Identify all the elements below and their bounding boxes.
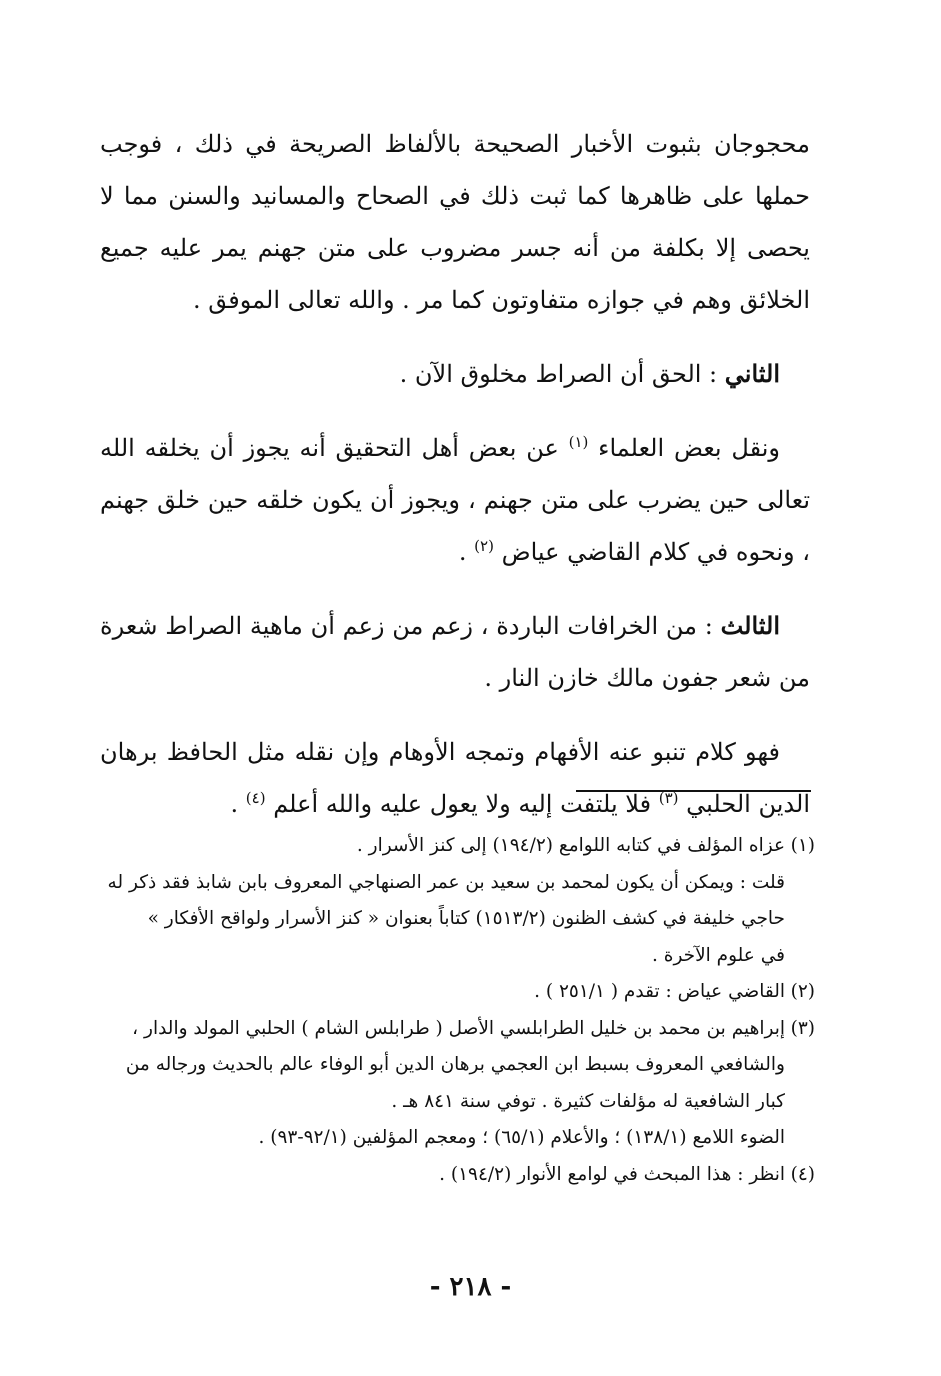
page-number: - ٢١٨ - [429, 1272, 512, 1302]
footnotes [100, 828, 815, 1193]
paragraph-5-text-b: فلا يلتفت إليه ولا يعول عليه والله أعلم [273, 790, 652, 818]
paragraph-2 [100, 348, 810, 400]
section-lead-second: الثاني [724, 359, 780, 388]
footnote-line: عزاه المؤلف في كتابه اللوامع (١٩٤/٢) إلى كنز الأسرار . [356, 835, 785, 856]
footnote-number: (٢) [790, 981, 815, 1002]
footnote-line: انظر : هذا المبحث في لوامع الأنوار (١٩٤/٢) . [439, 1163, 785, 1185]
paragraph-5-end: . [230, 790, 239, 818]
paragraph-3-text-b: عن بعض أهل التحقيق أنه يجوز أن يخلقه الله تعالى حين يضرب على متن جهنم ، ويجوز أن يكون خلقه حين خلق جهنم ، ونحوه في كلام القاضي عياض [100, 434, 810, 566]
footnote-number: (٣) [790, 1017, 815, 1039]
paragraph-2-text: : الحق أن الصراط مخلوق الآن . [399, 360, 718, 388]
footnote-2 [100, 974, 815, 1011]
footnote-line: إبراهيم بن محمد بن خليل الطرابلسي الأصل ( طرابلس الشام ) الحلبي المولد والدار ، [132, 1017, 785, 1039]
footnote-line: قلت : ويمكن أن يكون لمحمد بن سعيد بن عمر الصنهاجي المعروف بابن شابذ فقد ذكر له [107, 871, 785, 893]
paragraph-5-text-a: فهو كلام تنبو عنه الأفهام وتمجه الأوهام وإن نقله مثل الحافظ برهان الدين الحلبي [100, 738, 810, 818]
footnote-number: (٤) [790, 1163, 815, 1185]
footnote-number: (١) [790, 835, 815, 856]
section-lead-third: الثالث [720, 611, 780, 640]
footnote-line: والشافعي المعروف بسبط ابن العجمي برهان الدين أبو الوفاء عالم بالحديث ورجاله من [125, 1054, 785, 1075]
footnote-separator [576, 790, 811, 792]
footnote-line: الضوء اللامع (١٣٨/١) ؛ والأعلام (٦٥/١) ؛ ومعجم المؤلفين (٩٢/١-٩٣) . [258, 1127, 785, 1148]
footnote-ref-2: (٢) [474, 537, 494, 555]
footnote-4 [100, 1157, 815, 1194]
footnote-line: كبار الشافعية له مؤلفات كثيرة . توفي سنة ٨٤١ هـ . [391, 1090, 785, 1112]
paragraph-1: محجوجان بثبوت الأخبار الصحيحة بالألفاظ الصريحة في ذلك ، فوجب حملها على ظاهرها كما ثبت ذلك في الصحاح والمسانيد والسنن مما لا يحصى إلا بكلفة من أنه جسر مضروب على متن جهنم يمر عليه جميع الخلائق وهم في جوازه متفاوتون كما مر . والله تعالى الموفق . [100, 130, 810, 314]
footnote-line: حاجي خليفة في كشف الظنون (١٥١٣/٢) كتاباً بعنوان « كنز الأسرار ولواقح الأفكار » [147, 908, 785, 929]
footnote-ref-4: (٤) [245, 789, 266, 807]
paragraph-3-end: . [458, 538, 467, 566]
paragraph-5 [100, 726, 810, 830]
paragraph-3 [100, 422, 810, 578]
paragraph-3-text-a: ونقل بعض العلماء [598, 434, 780, 462]
main-text [100, 118, 810, 830]
footnote-ref-3: (٣) [658, 789, 679, 807]
footnote-1 [100, 828, 815, 974]
footnote-line: في علوم الآخرة . [652, 944, 785, 966]
paragraph-4-text: : من الخرافات الباردة ، زعم من زعم أن ماهية الصراط شعرة من شعر جفون مالك خازن النار . [100, 612, 810, 692]
footnote-3 [100, 1011, 815, 1157]
footnote-line: القاضي عياض : تقدم ( ٢٥١/١ ) . [534, 981, 785, 1002]
footnote-ref-1: (١) [568, 433, 589, 451]
paragraph-4 [100, 600, 810, 704]
